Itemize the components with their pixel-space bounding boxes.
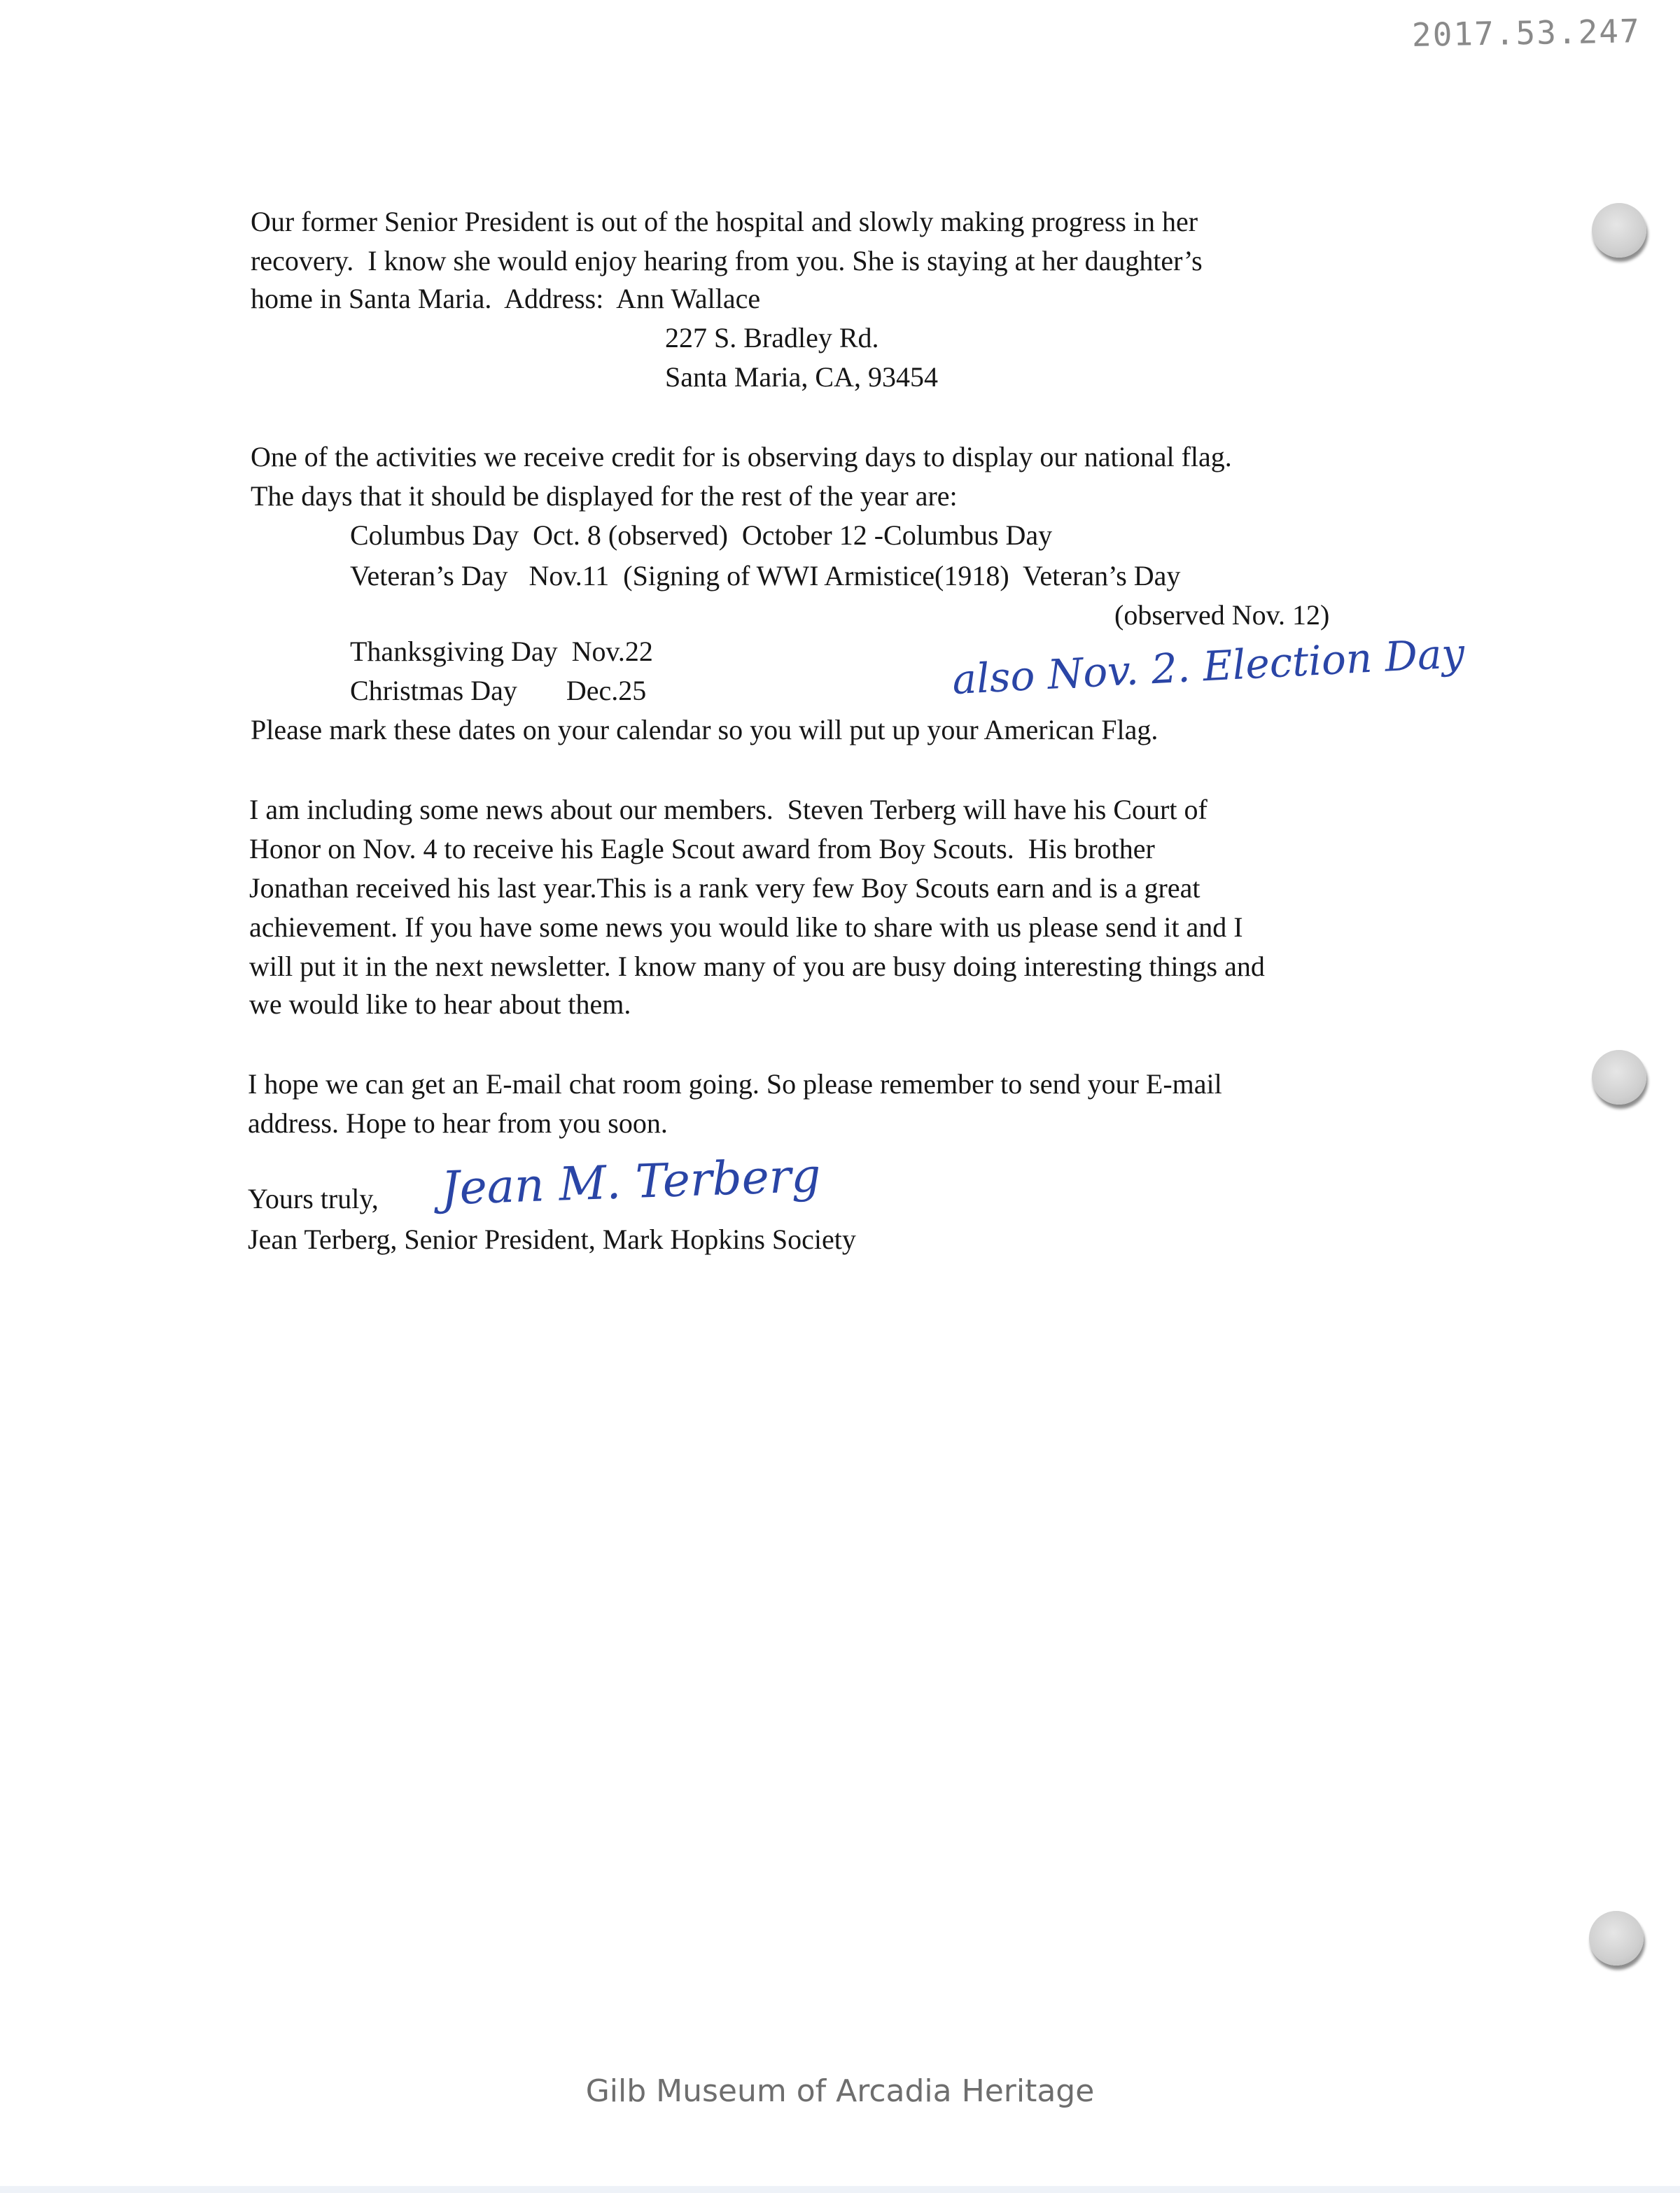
flag-day-christmas: Christmas Day Dec.25 bbox=[350, 675, 647, 706]
signer-line: Jean Terberg, Senior President, Mark Hopkins Society bbox=[248, 1224, 856, 1255]
footer-attribution: Gilb Museum of Arcadia Heritage bbox=[585, 2073, 1095, 2109]
text-line: Honor on Nov. 4 to receive his Eagle Scout award from Boy Scouts. His brother bbox=[249, 833, 1155, 864]
handwritten-note: also Nov. 2. Election Day bbox=[951, 629, 1466, 704]
text-line: address. Hope to hear from you soon. bbox=[248, 1107, 668, 1139]
flag-day-veterans: Veteran’s Day Nov.11 (Signing of WWI Armistice(1918) Veteran’s Day bbox=[350, 560, 1181, 591]
punch-hole bbox=[1589, 1911, 1644, 1966]
text-line: will put it in the next newsletter. I know many of you are busy doing interesting things and bbox=[249, 951, 1265, 982]
punch-hole bbox=[1592, 1050, 1646, 1105]
flag-day-columbus: Columbus Day Oct. 8 (observed) October 12 -Columbus Day bbox=[350, 519, 1053, 551]
address-line: Santa Maria, CA, 93454 bbox=[665, 361, 938, 393]
text-line: I am including some news about our members. Steven Terberg will have his Court of bbox=[249, 794, 1208, 825]
text-line: The days that it should be displayed for the rest of the year are: bbox=[251, 480, 958, 512]
bottom-edge bbox=[0, 2186, 1680, 2193]
text-line: Jonathan received his last year.This is a rank very few Boy Scouts earn and is a great bbox=[249, 872, 1200, 904]
text-line: we would like to hear about them. bbox=[249, 988, 631, 1020]
text-line: achievement. If you have some news you would like to share with us please send it and I bbox=[249, 911, 1243, 943]
text-line: One of the activities we receive credit for is observing days to display our national flag. bbox=[251, 441, 1232, 472]
closing-line: Yours truly, bbox=[248, 1183, 379, 1214]
catalog-number: 2017.53.247 bbox=[1411, 12, 1642, 54]
text-line: recovery. I know she would enjoy hearing from you. She is staying at her daughter’s bbox=[251, 245, 1203, 276]
address-line: 227 S. Bradley Rd. bbox=[665, 322, 879, 353]
text-line: Our former Senior President is out of the hospital and slowly making progress in her bbox=[251, 206, 1198, 237]
text-line: I hope we can get an E-mail chat room going. So please remember to send your E-mail bbox=[248, 1068, 1222, 1100]
signature: Jean M. Terberg bbox=[440, 1148, 822, 1216]
reminder-line: Please mark these dates on your calendar so you will put up your American Flag. bbox=[251, 714, 1158, 745]
flag-day-veterans-observed: (observed Nov. 12) bbox=[1114, 599, 1330, 631]
text-line: home in Santa Maria. Address: Ann Wallace bbox=[251, 283, 761, 314]
flag-day-thanksgiving: Thanksgiving Day Nov.22 bbox=[350, 636, 653, 667]
punch-hole bbox=[1592, 203, 1646, 258]
